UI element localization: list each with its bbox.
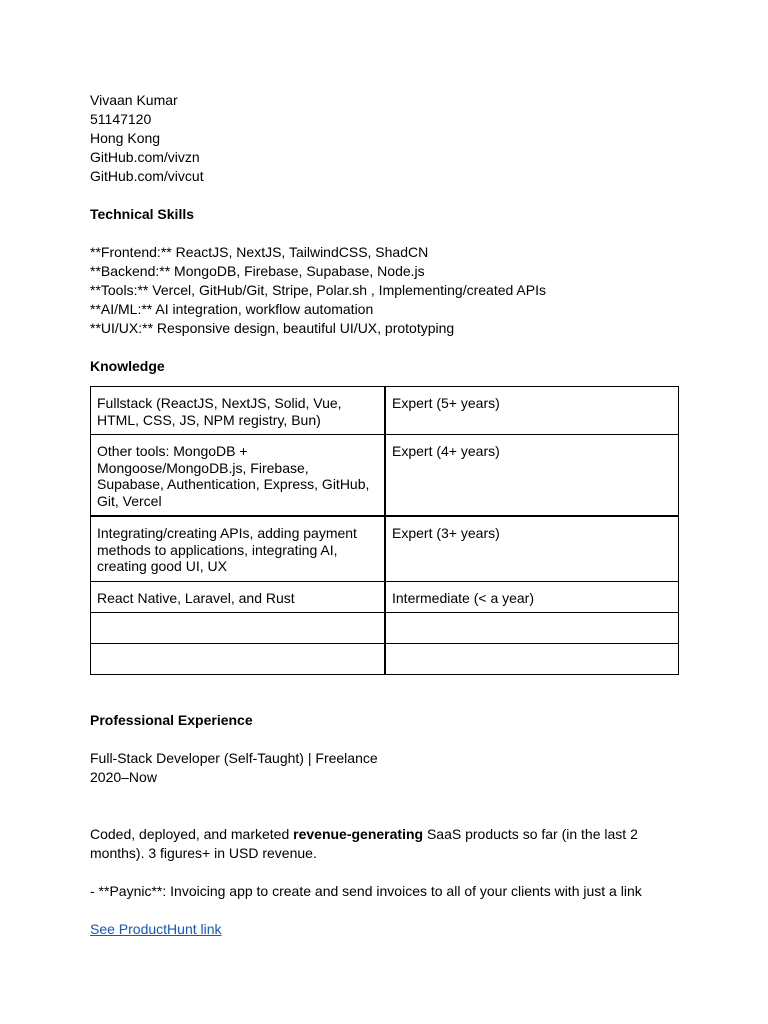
table-cell-area: Integrating/creating APIs, adding payment methods to applications, integrating AI, creating good UI, UX (91, 516, 386, 581)
contact-github-1: GitHub.com/vivzn (90, 149, 200, 165)
experience-summary-line-2: months). 3 figures+ in USD revenue. (90, 845, 317, 861)
experience-summary-line-1 (90, 825, 680, 844)
contact-location: Hong Kong (90, 130, 161, 146)
skills-line-frontend: **Frontend:** ReactJS, NextJS, TailwindCSS, ShadCN (90, 244, 429, 260)
producthunt-link[interactable]: See ProductHunt link (90, 921, 222, 937)
skills-line-uiux: **UI/UX:** Responsive design, beautiful UI/UX, prototyping (90, 320, 455, 336)
summary-text-rest: SaaS products so far (in the last 2 (423, 826, 638, 842)
table-row (91, 387, 679, 435)
table-row (91, 516, 679, 581)
table-cell-level: Expert (3+ years) (385, 516, 679, 581)
knowledge-table (90, 386, 679, 675)
table-cell-area: React Native, Laravel, and Rust (91, 581, 386, 613)
table-row (91, 435, 679, 517)
skills-line-tools: **Tools:** Vercel, GitHub/Git, Stripe, Polar.sh , Implementing/created APIs (90, 282, 546, 298)
table-cell-level: Expert (4+ years) (385, 435, 679, 517)
table-cell-area (91, 644, 386, 675)
table-cell-level (385, 644, 679, 675)
table-cell-level (385, 613, 679, 644)
table-cell-level: Intermediate (< a year) (385, 581, 679, 613)
table-cell-area: Other tools: MongoDB + Mongoose/MongoDB.js, Firebase, Supabase, Authentication, Express, GitHub, Git, Vercel (91, 435, 386, 517)
experience-heading: Professional Experience (90, 712, 253, 728)
summary-bold-text: revenue-generating (293, 826, 424, 842)
contact-phone: 51147120 (90, 111, 152, 127)
contact-github-2: GitHub.com/vivcut (90, 168, 204, 184)
table-row-empty (91, 644, 679, 675)
table-cell-level: Expert (5+ years) (385, 387, 679, 435)
skills-heading: Technical Skills (90, 206, 195, 222)
summary-text: Coded, deployed, and marketed (90, 826, 294, 842)
experience-role: Full-Stack Developer (Self-Taught) | Freelance (90, 750, 378, 766)
table-row (91, 581, 679, 613)
skills-line-backend: **Backend:** MongoDB, Firebase, Supabase, Node.js (90, 263, 425, 279)
table-row-empty (91, 613, 679, 644)
resume-document (90, 91, 680, 939)
table-cell-area: Fullstack (ReactJS, NextJS, Solid, Vue, HTML, CSS, JS, NPM registry, Bun) (91, 387, 386, 435)
table-cell-area (91, 613, 386, 644)
contact-name: Vivaan Kumar (90, 92, 178, 108)
skills-line-aiml: **AI/ML:** AI integration, workflow automation (90, 301, 374, 317)
experience-period: 2020–Now (90, 769, 157, 785)
experience-project: - **Paynic**: Invoicing app to create and send invoices to all of your clients with just a link (90, 883, 642, 899)
knowledge-heading: Knowledge (90, 358, 165, 374)
